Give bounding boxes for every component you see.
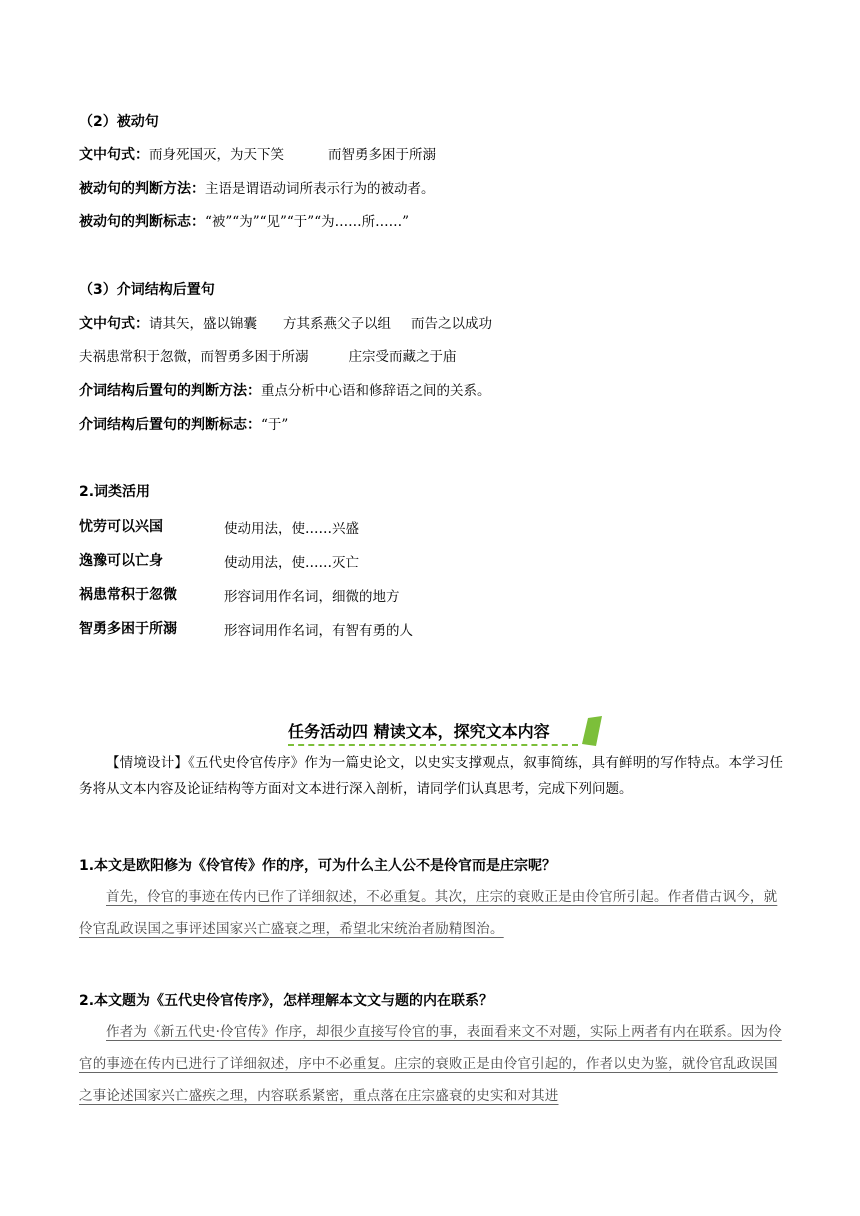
prep-examples-2 <box>79 347 457 367</box>
passive-heading: （2）被动句 <box>79 114 159 130</box>
word-class-word: 智勇多困于所溺 <box>79 621 177 637</box>
leaf-decoration-icon <box>582 716 602 746</box>
passive-ex1: 而身死国灭，为天下笑 <box>149 147 284 163</box>
question-2: 2.本文题为《五代史伶官传序》，怎样理解本文文与题的内在联系？ <box>79 993 494 1009</box>
passive-method <box>79 179 435 199</box>
prep-ex-label: 文中句式： <box>79 316 149 332</box>
task-title-underline <box>288 744 578 746</box>
word-class-note: 形容词用作名词，细微的地方 <box>224 589 400 605</box>
passive-mark-label: 被动句的判断标志： <box>79 214 205 230</box>
passive-ex2: 而智勇多困于所溺 <box>328 147 436 163</box>
question-1: 1.本文是欧阳修为《伶官传》作的序，可为什么主人公不是伶官而是庄宗呢？ <box>79 858 557 874</box>
prep-ex2: 方其系燕父子以组 <box>283 316 391 332</box>
word-class-word: 忧劳可以兴国 <box>79 519 163 535</box>
answer-1: 首先，伶官的事迹在传内已作了详细叙述，不必重复。其次，庄宗的衰败正是由伶官所引起。作者借古讽今，就伶官乱政误国之事评述国家兴亡盛衰之理，希望北宋统治者励精图治。 <box>79 889 778 937</box>
prep-ex1: 请其矢，盛以锦囊 <box>149 316 257 332</box>
passive-examples <box>79 145 436 165</box>
task-title: 任务活动四 精读文本，探究文本内容 <box>288 722 550 741</box>
passive-ex-label: 文中句式： <box>79 147 149 163</box>
task-intro: 【情境设计】《五代史伶官传序》作为一篇史论文，以史实支撑观点，叙事简练，具有鲜明的写作特点。本学习任务将从文本内容及论证结构等方面对文本进行深入剖析，请同学们认真思考，完成下列问题。 <box>79 755 783 797</box>
prep-mark-text: “于” <box>261 417 289 433</box>
prep-ex4: 夫祸患常积于忽微，而智勇多困于所溺 <box>79 349 309 365</box>
prep-examples-1 <box>79 314 492 334</box>
prep-mark-label: 介词结构后置句的判断标志： <box>79 417 261 433</box>
word-class-note: 形容词用作名词，有智有勇的人 <box>224 623 413 639</box>
prep-ex3: 而告之以成功 <box>411 316 492 332</box>
passive-method-text: 主语是谓语动词所表示行为的被动者。 <box>205 181 435 197</box>
word-class-note: 使动用法，使……灭亡 <box>224 555 359 571</box>
answer-2: 作者为《新五代史·伶官传》作序，却很少直接写伶官的事，表面看来文不对题，实际上两者有内在联系。因为伶官的事迹在传内已进行了详细叙述，序中不必重复。庄宗的衰败正是由伶官引起的，作者以史为鉴，就伶官乱政误国之事论述国家兴亡盛疾之理，内容联系紧密，重点落在庄宗盛衰的史实和对其进 <box>79 1024 782 1104</box>
passive-method-label: 被动句的判断方法： <box>79 181 205 197</box>
prep-heading: （3）介词结构后置句 <box>79 282 215 298</box>
passive-mark-text: “被”“为”“见”“于”“为……所……” <box>205 214 410 230</box>
prep-ex5: 庄宗受而藏之于庙 <box>348 349 457 365</box>
word-class-word: 祸患常积于忽微 <box>79 587 177 603</box>
prep-method <box>79 381 491 401</box>
passive-mark <box>79 212 409 232</box>
word-class-word: 逸豫可以亡身 <box>79 553 163 569</box>
prep-method-text: 重点分析中心语和修辞语之间的关系。 <box>261 383 491 399</box>
prep-mark <box>79 415 288 435</box>
word-class-heading: 2.词类活用 <box>79 484 151 500</box>
prep-method-label: 介词结构后置句的判断方法： <box>79 383 261 399</box>
word-class-note: 使动用法，使……兴盛 <box>224 521 359 537</box>
